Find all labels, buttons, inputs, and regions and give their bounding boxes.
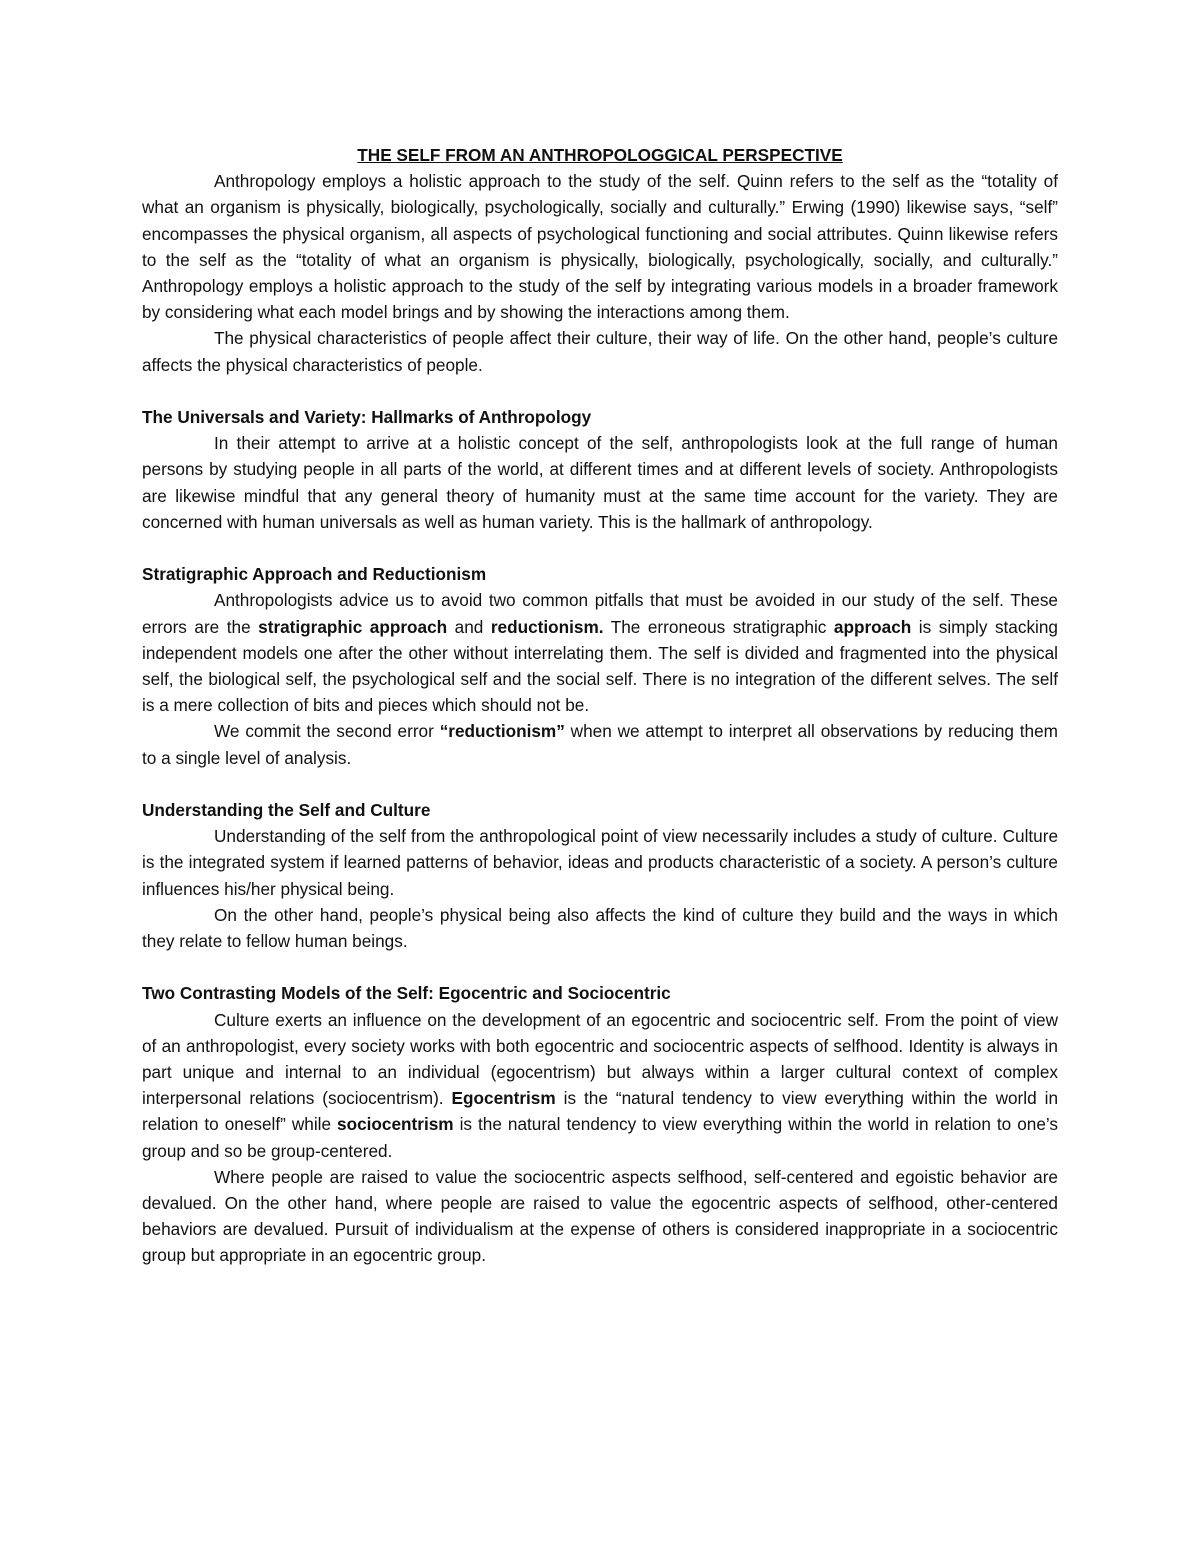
bold-term-stratigraphic-approach: stratigraphic approach	[258, 616, 448, 637]
section-heading-stratigraphic: Stratigraphic Approach and Reductionism	[142, 564, 487, 585]
universals-paragraph: In their attempt to arrive at a holistic concept of the self, anthropologists look at the full range of human persons by studying people in all parts of the world, at different times and at different levels of society. Anthropologists are likewise mindful that any general theory of humanity must at the same time account for the variety. They are concerned with human universals as well as human variety. This is the hallmark of anthropology.	[142, 433, 1058, 532]
text-run: and	[447, 616, 491, 637]
document-page	[142, 142, 1058, 1269]
text-run: is simply stacking independent models one after the other without interrelating them. The self is divided and fragmented into the physical self, the biological self, the psychological self and the social self. There is no integration of the different selves. The self is a mere collection of bits and pieces which should not be.	[142, 616, 1058, 716]
models-paragraph-2: Where people are raised to value the sociocentric aspects selfhood, self-centered and egoistic behavior are devalued. On the other hand, where people are raised to value the egocentric aspects of selfhood, other-centered behaviors are devalued. Pursuit of individualism at the expense of others is considered inappropriate in a sociocentric group but appropriate in an egocentric group.	[142, 1166, 1058, 1266]
culture-paragraph-2: On the other hand, people’s physical being also affects the kind of culture they build and the ways in which they relate to fellow human beings.	[142, 904, 1058, 952]
intro-paragraph-1: Anthropology employs a holistic approach to the study of the self. Quinn refers to the self as the “totality of what an organism is physically, biologically, psychologically, socially and culturally.” Erwing (1990) likewise says, “self” encompasses the physical organism, all aspects of psychological functioning and social attributes. Quinn likewise refers to the self as the “totality of what an organism is physically, biologically, psychologically, socially, and culturally.” Anthropology employs a holistic approach to the study of the self by integrating various models in a broader framework by considering what each model brings and by showing the interactions among them.	[142, 171, 1058, 323]
text-run: The erroneous stratigraphic	[603, 616, 834, 637]
bold-term-reductionism-quoted: “reductionism”	[439, 721, 565, 742]
bold-term-reductionism: reductionism.	[490, 616, 604, 637]
bold-term-egocentrism: Egocentrism	[451, 1088, 556, 1109]
text-run: is the natural tendency to view everything within the world in relation to one’s group and so be group-centered.	[142, 1114, 1058, 1161]
section-heading-culture: Understanding the Self and Culture	[142, 800, 431, 821]
text-run: is the “natural tendency to view everything within the world in relation to oneself” while	[142, 1088, 1058, 1135]
document-title: THE SELF FROM AN ANTHROPOLOGGICAL PERSPECTIVE	[357, 145, 843, 165]
text-run: when we attempt to interpret all observations by reducing them to a single level of analysis.	[142, 721, 1058, 768]
stratigraphic-paragraph-2	[142, 718, 1058, 770]
text-run: Anthropologists advice us to avoid two common pitfalls that must be avoided in our study of the self. These errors are the	[142, 590, 1058, 637]
stratigraphic-paragraph-1	[142, 587, 1058, 718]
bold-term-sociocentrism: sociocentrism	[337, 1114, 454, 1135]
section-heading-models: Two Contrasting Models of the Self: Egocentric and Sociocentric	[142, 983, 671, 1004]
bold-term-approach: approach	[833, 616, 912, 637]
text-run: Culture exerts an influence on the development of an egocentric and sociocentric self. From the point of view of an anthropologist, every society works with both egocentric and sociocentric aspects of selfhood. Identity is always in part unique and internal to an individual (egocentrism) but always within a larger cultural context of complex interpersonal relations (sociocentrism).	[142, 1009, 1058, 1109]
section-heading-universals: The Universals and Variety: Hallmarks of Anthropology	[142, 407, 592, 428]
models-paragraph-1	[142, 1007, 1058, 1164]
culture-paragraph-1: Understanding of the self from the anthropological point of view necessarily includes a study of culture. Culture is the integrated system if learned patterns of behavior, ideas and products characteristic of a society. A person’s culture influences his/her physical being.	[142, 826, 1058, 899]
text-run: We commit the second error	[214, 721, 440, 742]
intro-paragraph-2: The physical characteristics of people affect their culture, their way of life. On the other hand, people’s culture affects the physical characteristics of people.	[142, 328, 1058, 375]
